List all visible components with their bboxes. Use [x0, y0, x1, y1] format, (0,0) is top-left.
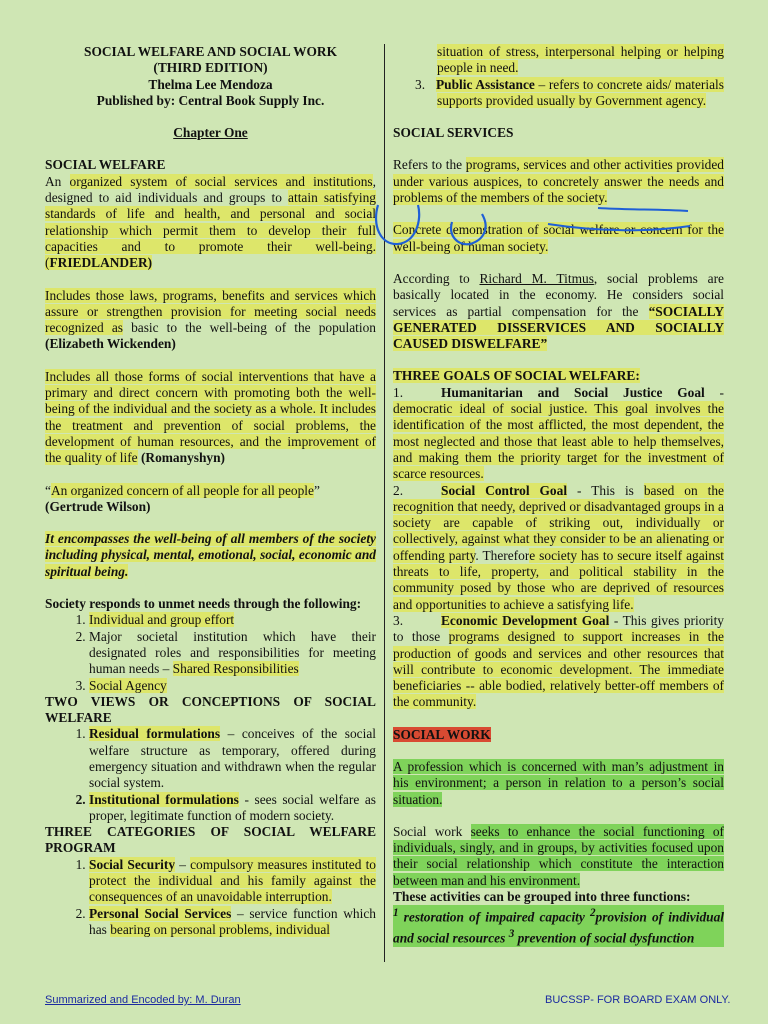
- footer-note: BUCSSP- FOR BOARD EXAM ONLY.: [545, 994, 731, 1006]
- definition-friedlander: An organized system of social services and institutions, designed to aid individuals and groups to attain satisfying standards of life and health, and personal and social relationship which permit them to develop their full capacities and to promote their well-being.(FRIEDLANDER): [45, 173, 376, 271]
- views-list: [45, 726, 376, 824]
- column-divider: [384, 44, 385, 962]
- social-services-definition: Refers to the programs, services and other activities provided under various auspices, to concretely answer the needs and problems of the members of the society.: [393, 157, 724, 206]
- chapter-heading: Chapter One: [173, 125, 248, 141]
- activities-heading: These activities can be grouped into three functions:: [393, 889, 691, 905]
- footer-credit: Summarized and Encoded by: M. Duran: [45, 994, 241, 1006]
- social-services-heading: SOCIAL SERVICES: [393, 125, 514, 141]
- social-work-definition: A profession which is concerned with man’s adjustment in his environment; a person in relation to a person’s social situation.: [393, 758, 724, 807]
- titmus-paragraph: According to Richard M. Titmus, social problems are basically located in the economy. He considers social services as partial compensation for the “SOCIALLY GENERATED DISSERVICES AND SOCIALLY CAUSED DISWELFARE”: [393, 270, 724, 352]
- responds-heading: Society responds to unmet needs through the following:: [45, 596, 362, 612]
- goal-humanitarian: 1. Humanitarian and Social Justice Goal - democratic ideal of social justice. This goal involves the identification of the most afflicted, the most dependent, the most neglected and those that least able to help themselves, and making them the priority target for the investment of scarce resources.: [393, 384, 724, 482]
- responses-list: [45, 612, 376, 693]
- document-title: SOCIAL WELFARE AND SOCIAL WORK: [84, 44, 337, 59]
- goal-social-control: 2. Social Control Goal - This is based on the recognition that needy, deprived or disadvantaged groups in a society are capable of striking out, individually or collectively, against what they consider to be an alienating or offending party. Therefore society has to secure itself against threats to life, property, and political stability in the community posed by those who are deprived of resources and opportunities to achieve a satisfying life.: [393, 482, 724, 612]
- list-item: 3. Social Agency: [89, 678, 376, 694]
- three-functions: $^1$ restoration of impaired capacity $^2$provision of individual and social resources $^3$ prevention of social dysfunction: [393, 907, 725, 946]
- list-item: 1. Social Security – compulsory measures instituted to protect the individual and his family against the consequences of an unavoidable interruption.: [89, 857, 376, 906]
- list-item: 2. Institutional formulations - sees social welfare as proper, legitimate function of modern society.: [89, 792, 376, 825]
- social-welfare-heading: SOCIAL WELFARE: [45, 157, 166, 173]
- social-services-demonstration: Concrete demonstration of social welfare or concern for the well-being of human society.: [393, 222, 724, 254]
- goal-economic: 3. Economic Development Goal - This gives priority to those programs designed to support increases in the production of goods and services and other resources that will contribute to economic development. The immediate beneficiaries -- able bodied, relatively better-off members of the community.: [393, 612, 724, 710]
- list-item: 2. Personal Social Services – service function which has bearing on personal problems, individual: [89, 906, 376, 939]
- list-item: 1. Residual formulations – conceives of the social welfare structure as temporary, offered during emergency situation and withdrawn when the regular social system.: [89, 726, 376, 791]
- goals-heading: THREE GOALS OF SOCIAL WELFARE:: [393, 368, 640, 384]
- three-categories-heading: THREE CATEGORIES OF SOCIAL WELFARE PROGRAM: [45, 824, 376, 856]
- definition-wilson: “An organized concern of all people for all people”: [45, 482, 320, 498]
- left-column: [45, 44, 376, 938]
- encompass-statement: It encompasses the well-being of all members of the society including physical, mental, emotional, social, economic and spiritual being.: [45, 531, 376, 579]
- right-column: [393, 44, 724, 947]
- edition: (THIRD EDITION): [153, 60, 268, 76]
- category-3: 3. Public Assistance – refers to concrete aids/ materials supports provided usually by Government agency.: [415, 76, 724, 108]
- author: Thelma Lee Mendoza: [148, 76, 273, 92]
- two-views-heading: TWO VIEWS OR CONCEPTIONS OF SOCIAL WELFARE: [45, 693, 376, 726]
- list-item: 2. Major societal institution which have their designated roles and responsibilities for meeting human needs – Shared Responsibilities: [89, 629, 376, 678]
- social-work-heading: SOCIAL WORK: [393, 726, 491, 742]
- list-item: 1. Individual and group effort: [89, 612, 376, 628]
- definition-romanyshyn: Includes all those forms of social interventions that have a primary and direct concern with promoting both the well-being of the individual and the society as a whole. It includes the treatment and prevention of social problems, the development of human resources, and the improvement of the quality of life (Romanyshyn): [45, 368, 376, 466]
- definition-wickenden: Includes those laws, programs, benefits and services which assure or strengthen provision for meeting social needs recognized as basic to the well-being of the population (Elizabeth Wickenden): [45, 287, 376, 352]
- publisher: Published by: Central Book Supply Inc.: [96, 92, 325, 108]
- wilson-attribution: (Gertrude Wilson): [45, 498, 151, 514]
- categories-list: [45, 857, 376, 938]
- category-2-continued: situation of stress, interpersonal helping or helping people in need.: [437, 44, 724, 76]
- social-work-functioning: Social work seeks to enhance the social functioning of individuals, singly, and in groups, by activities focused upon their social relationship which constitute the interaction between man and his environment.: [393, 823, 725, 888]
